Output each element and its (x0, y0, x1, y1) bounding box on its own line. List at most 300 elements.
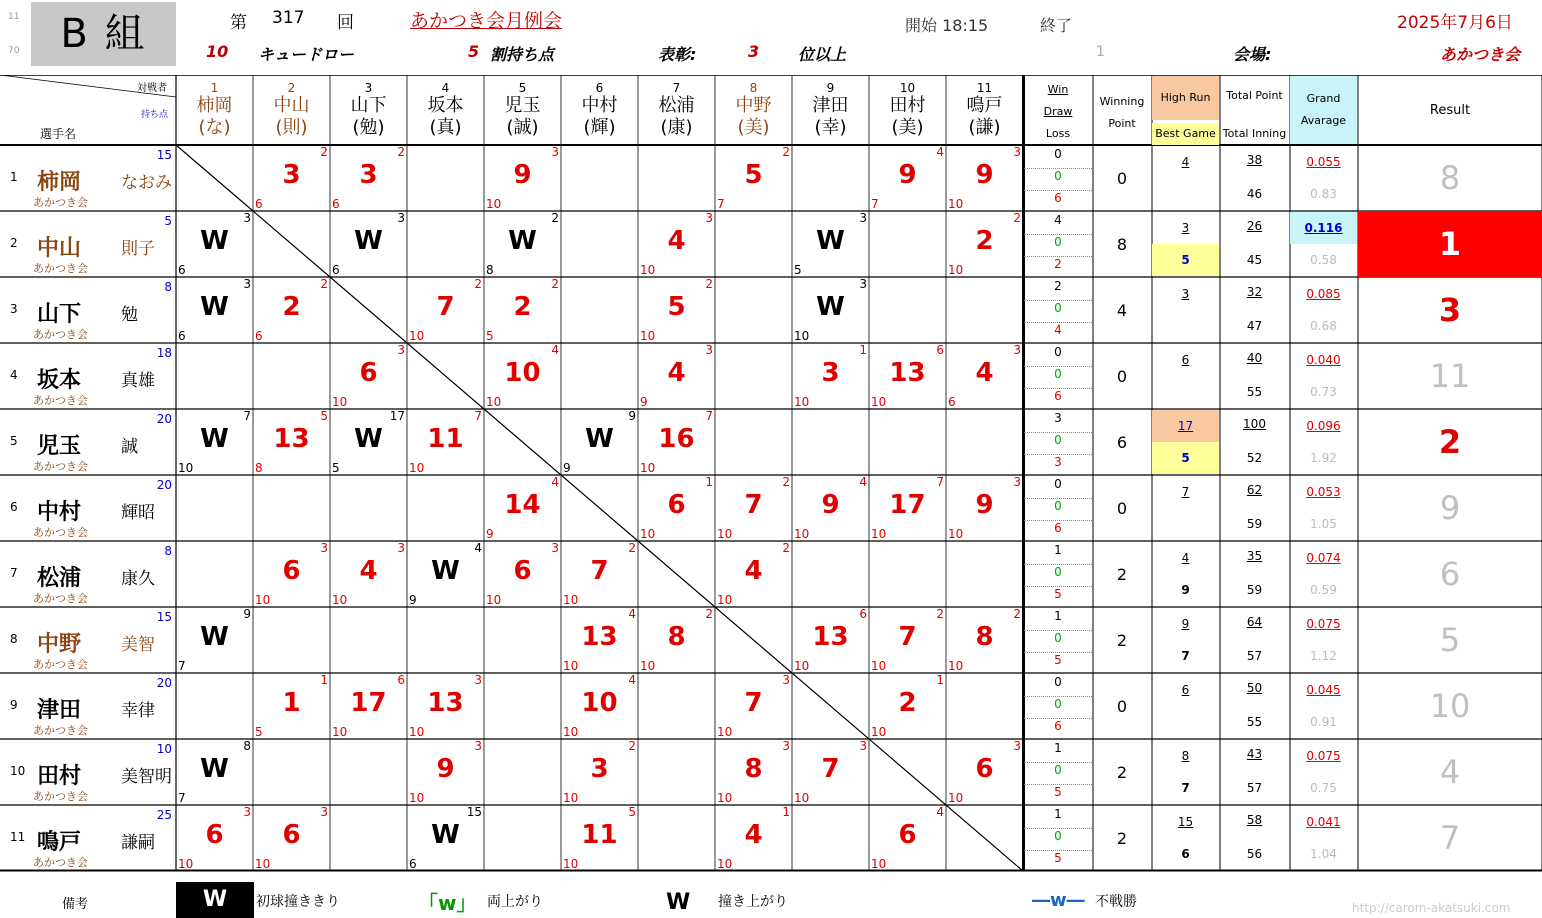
innings-in-match: 10 (563, 857, 579, 871)
high-run: 4 (1181, 551, 1190, 565)
match-score: 2 (975, 226, 994, 256)
high-run: 3 (1181, 287, 1190, 301)
cue-draw-label: キュードロー (258, 45, 355, 64)
high-run-in-match: 5 (628, 805, 636, 819)
player-club: あかつき会 (33, 460, 88, 473)
match-score: 17 (350, 688, 387, 718)
venue-name: あかつき会 (1440, 45, 1521, 64)
high-run-in-match: 3 (320, 805, 328, 819)
opponent-initial: (謙) (968, 117, 1001, 138)
match-cell (869, 673, 946, 739)
opponent-header-9 (792, 81, 869, 139)
player-club: あかつき会 (33, 526, 88, 539)
high-run-in-match: 2 (1013, 211, 1021, 225)
high-run: 3 (1181, 221, 1190, 235)
match-cell (715, 805, 792, 871)
total-inning: 57 (1246, 781, 1263, 795)
innings-in-match: 10 (871, 725, 887, 739)
player-given-name: 真雄 (121, 371, 155, 391)
innings-in-match: 10 (486, 197, 502, 211)
high-run-in-match: 3 (397, 211, 405, 225)
total-inning: 46 (1246, 187, 1263, 201)
match-score: 9 (975, 160, 994, 190)
high-run-in-match: 3 (859, 739, 867, 753)
game-average: 1.04 (1310, 847, 1337, 861)
high-run: 4 (1181, 155, 1190, 169)
point-label: Point (1108, 117, 1136, 130)
high-run-in-match: 1 (320, 673, 328, 687)
total-inning: 47 (1246, 319, 1263, 333)
match-score: 10 (504, 358, 541, 388)
match-cell (869, 145, 946, 211)
match-cell (407, 739, 484, 805)
best-game-header: Best Game (1152, 123, 1219, 145)
innings-in-match: 10 (948, 197, 964, 211)
legend-break-text: 初球撞ききり (256, 894, 340, 910)
high-run-header: High Run (1152, 76, 1219, 120)
high-run-in-match: 3 (474, 673, 482, 687)
average-label: Avarage (1300, 114, 1347, 127)
high-run-in-match: 2 (551, 277, 559, 291)
innings-in-match: 10 (409, 791, 425, 805)
innings-in-match: 10 (332, 725, 348, 739)
grand-average: 0.053 (1306, 485, 1341, 499)
match-cell (484, 541, 561, 607)
innings-in-match: 10 (717, 725, 733, 739)
final-rank: 6 (1439, 555, 1461, 593)
award-suffix: 位以上 (798, 45, 847, 64)
match-cell (715, 673, 792, 739)
wins: 1 (1024, 543, 1092, 565)
high-run-in-match: 6 (859, 607, 867, 621)
opponent-number: 3 (364, 81, 373, 95)
opponent-header-3 (330, 81, 407, 139)
draws: 0 (1024, 763, 1092, 785)
opponent-initial: (な) (198, 117, 231, 138)
grand-average: 0.055 (1306, 155, 1341, 169)
player-given-name: 則子 (121, 239, 155, 259)
winning-point: 6 (1116, 433, 1128, 452)
match-cell (407, 805, 484, 871)
innings-in-match: 10 (794, 659, 810, 673)
match-score: 6 (667, 490, 686, 520)
match-cell (561, 739, 638, 805)
legend-forfeit-mark: ―w― (1032, 890, 1085, 911)
best-game: 9 (1181, 583, 1190, 597)
innings-in-match: 6 (332, 197, 340, 211)
legend-both-text: 両上がり (487, 894, 543, 910)
opponent-number: 9 (826, 81, 835, 95)
player-number: 4 (10, 368, 18, 382)
high-run-in-match: 2 (782, 145, 790, 159)
corner-bottom: 70 (8, 46, 20, 56)
total-point: 32 (1246, 285, 1263, 299)
innings-in-match: 10 (255, 857, 271, 871)
innings-in-match: 10 (486, 593, 502, 607)
player-number: 11 (10, 830, 26, 844)
match-score: W (200, 292, 229, 322)
opponent-name: 坂本 (427, 95, 464, 116)
match-score: 9 (513, 160, 532, 190)
draws: 0 (1024, 565, 1092, 587)
total-point: 64 (1246, 615, 1263, 629)
match-score: 4 (667, 226, 686, 256)
handicap-label: 割持ち点 (490, 45, 555, 64)
match-score: 4 (744, 820, 763, 850)
opponent-number: 6 (595, 81, 604, 95)
innings-in-match: 5 (255, 725, 263, 739)
high-run-in-match: 2 (320, 145, 328, 159)
innings-in-match: 9 (640, 395, 648, 409)
handicap-num: 5 (468, 42, 480, 61)
high-run-in-match: 3 (1013, 475, 1021, 489)
player-number: 10 (10, 764, 26, 778)
innings-in-match: 10 (717, 791, 733, 805)
losses: 3 (1054, 455, 1062, 469)
match-cell (715, 541, 792, 607)
player-club: あかつき会 (33, 592, 88, 605)
innings-in-match: 10 (332, 395, 348, 409)
high-run-in-match: 1 (705, 475, 713, 489)
match-cell (330, 673, 407, 739)
match-score: 5 (744, 160, 763, 190)
player-given-name: なおみ (121, 173, 172, 193)
winning-label: Winning (1099, 95, 1145, 108)
high-run-in-match: 4 (551, 475, 559, 489)
opponent-header-10 (869, 81, 946, 139)
innings-in-match: 8 (255, 461, 263, 475)
match-score: 9 (898, 160, 917, 190)
high-run-in-match: 4 (628, 673, 636, 687)
losses: 5 (1054, 785, 1062, 799)
high-run-in-match: 2 (936, 607, 944, 621)
high-run-in-match: 3 (782, 673, 790, 687)
match-score: 11 (427, 424, 464, 454)
best-game: 7 (1181, 781, 1190, 795)
match-score: 5 (667, 292, 686, 322)
award-label: 表彰: (658, 45, 697, 64)
draws: 0 (1024, 697, 1092, 719)
match-cell (176, 607, 253, 673)
match-cell (638, 475, 715, 541)
game-average: 1.92 (1310, 451, 1337, 465)
match-cell (330, 541, 407, 607)
innings-in-match: 5 (794, 263, 802, 277)
player-surname: 津田 (37, 698, 82, 723)
final-rank: 5 (1439, 621, 1461, 659)
match-score: 7 (821, 754, 840, 784)
player-surname: 坂本 (37, 368, 82, 393)
match-cell (638, 607, 715, 673)
innings-in-match: 10 (486, 395, 502, 409)
opponent-header-5 (484, 81, 561, 139)
match-score: 8 (975, 622, 994, 652)
winning-point: 2 (1116, 631, 1128, 650)
match-cell (253, 541, 330, 607)
match-score: W (431, 556, 460, 586)
player-club: あかつき会 (33, 790, 88, 803)
wins: 0 (1024, 345, 1092, 367)
opponent-number: 2 (287, 81, 296, 95)
player-surname: 鳴戸 (37, 830, 82, 855)
match-score: 6 (975, 754, 994, 784)
innings-in-match: 10 (332, 593, 348, 607)
opponent-number: 8 (749, 81, 758, 95)
player-surname: 児玉 (37, 434, 82, 459)
high-run-in-match: 4 (859, 475, 867, 489)
wins: 0 (1024, 477, 1092, 499)
high-run-in-match: 3 (243, 211, 251, 225)
high-run-in-match: 3 (1013, 739, 1021, 753)
opponent-initial: (幸) (814, 117, 847, 138)
game-average: 0.83 (1310, 187, 1337, 201)
match-cell (407, 277, 484, 343)
opponent-initial: (則) (275, 117, 308, 138)
match-score: 3 (359, 160, 378, 190)
site-url[interactable]: http://carom-akatsuki.com (1352, 901, 1511, 915)
opponent-header-8 (715, 81, 792, 139)
innings-in-match: 10 (794, 395, 810, 409)
high-run-in-match: 2 (628, 739, 636, 753)
misc-number: 1 (1096, 44, 1105, 60)
match-cell (946, 607, 1023, 673)
opponent-name: 松浦 (658, 95, 695, 116)
grand-average: 0.045 (1306, 683, 1341, 697)
wins: 3 (1024, 411, 1092, 433)
opponent-name: 鳴戸 (966, 95, 1003, 116)
player-club: あかつき会 (33, 856, 88, 869)
game-average: 1.05 (1310, 517, 1337, 531)
draws: 0 (1024, 499, 1092, 521)
high-run-in-match: 7 (936, 475, 944, 489)
remarks-label: 備考 (62, 897, 89, 912)
opponent-number: 5 (518, 81, 527, 95)
match-score: 2 (282, 292, 301, 322)
player-club: あかつき会 (33, 658, 88, 671)
win-label: Win (1047, 83, 1069, 96)
player-number: 2 (10, 236, 18, 250)
end-label: 終了 (1040, 16, 1073, 35)
opponent-initial: (康) (660, 117, 693, 138)
match-cell (715, 145, 792, 211)
high-run-in-match: 2 (551, 211, 559, 225)
winning-point: 0 (1116, 169, 1128, 188)
match-cell (715, 739, 792, 805)
match-cell (176, 805, 253, 871)
losses: 4 (1054, 323, 1062, 337)
high-run-in-match: 2 (782, 541, 790, 555)
innings-in-match: 10 (948, 527, 964, 541)
high-run: 6 (1181, 683, 1190, 697)
match-score: 13 (812, 622, 849, 652)
kai-label: 回 (337, 13, 354, 33)
match-cell (330, 343, 407, 409)
player-number: 8 (10, 632, 18, 646)
match-cell (407, 673, 484, 739)
match-cell (561, 541, 638, 607)
final-rank: 11 (1429, 357, 1471, 395)
innings-in-match: 5 (332, 461, 340, 475)
grand-label: Grand (1306, 92, 1341, 105)
score-grid (0, 75, 1542, 873)
innings-in-match: 6 (948, 395, 956, 409)
best-game: 6 (1181, 847, 1190, 861)
high-run-in-match: 1 (859, 343, 867, 357)
innings-in-match: 7 (871, 197, 879, 211)
player-given-name: 美智明 (121, 767, 172, 787)
player-surname: 中野 (37, 632, 82, 657)
high-run-in-match: 7 (705, 409, 713, 423)
high-run-in-match: 4 (474, 541, 482, 555)
legend-finish-text: 撞き上がり (718, 894, 788, 910)
high-run-in-match: 8 (243, 739, 251, 753)
high-run: 15 (1177, 815, 1194, 829)
draws: 0 (1024, 169, 1092, 191)
match-score: 4 (975, 358, 994, 388)
total-point: 50 (1246, 681, 1263, 695)
match-cell (253, 145, 330, 211)
match-score: 2 (898, 688, 917, 718)
innings-in-match: 9 (563, 461, 571, 475)
innings-in-match: 10 (948, 659, 964, 673)
match-cell (407, 541, 484, 607)
match-cell (792, 211, 869, 277)
match-score: 16 (658, 424, 695, 454)
match-score: 6 (898, 820, 917, 850)
match-score: 7 (744, 490, 763, 520)
high-run-in-match: 2 (320, 277, 328, 291)
high-run-in-match: 2 (628, 541, 636, 555)
innings-in-match: 5 (486, 329, 494, 343)
match-cell (638, 343, 715, 409)
high-run-in-match: 3 (551, 541, 559, 555)
player-given-name: 謙嗣 (121, 833, 155, 853)
match-score: 7 (898, 622, 917, 652)
match-cell (946, 145, 1023, 211)
winning-point: 2 (1116, 763, 1128, 782)
player-given-name: 輝昭 (121, 503, 155, 523)
innings-in-match: 10 (871, 527, 887, 541)
player-surname: 山下 (37, 302, 82, 327)
high-run-in-match: 9 (243, 607, 251, 621)
high-run-in-match: 3 (320, 541, 328, 555)
best-game: 5 (1152, 442, 1219, 474)
total-point-header: Total Point (1226, 89, 1283, 102)
cue-draw-num: 10 (206, 42, 229, 61)
match-cell (792, 607, 869, 673)
game-average: 1.12 (1310, 649, 1337, 663)
innings-in-match: 6 (178, 329, 186, 343)
winning-point: 0 (1116, 499, 1128, 518)
match-score: 3 (282, 160, 301, 190)
player-club: あかつき会 (33, 262, 88, 275)
total-inning: 57 (1246, 649, 1263, 663)
player-given-name: 幸律 (121, 701, 155, 721)
game-average: 0.73 (1310, 385, 1337, 399)
draws: 0 (1024, 433, 1092, 455)
innings-in-match: 10 (409, 725, 425, 739)
result-header: Result (1429, 103, 1471, 118)
wins: 4 (1024, 213, 1092, 235)
total-point: 58 (1246, 813, 1263, 827)
player-handicap: 8 (164, 544, 172, 558)
innings-in-match: 10 (255, 593, 271, 607)
total-point: 43 (1246, 747, 1263, 761)
best-game: 7 (1181, 649, 1190, 663)
match-cell (176, 277, 253, 343)
match-score: 14 (504, 490, 541, 520)
opponent-number: 4 (441, 81, 450, 95)
match-score: W (200, 754, 229, 784)
match-cell (869, 805, 946, 871)
final-rank: 10 (1429, 687, 1471, 725)
match-score: W (585, 424, 614, 454)
match-score: 6 (205, 820, 224, 850)
opponent-number: 7 (672, 81, 681, 95)
player-surname: 松浦 (37, 566, 82, 591)
grand-average: 0.075 (1306, 749, 1341, 763)
wins: 2 (1024, 279, 1092, 301)
match-cell (253, 805, 330, 871)
player-surname: 中村 (37, 500, 82, 525)
match-cell (946, 343, 1023, 409)
opponent-number: 1 (210, 81, 219, 95)
high-run-in-match: 2 (474, 277, 482, 291)
match-score: 17 (889, 490, 926, 520)
match-score: 2 (513, 292, 532, 322)
high-run-in-match: 3 (243, 805, 251, 819)
high-run-in-match: 9 (628, 409, 636, 423)
player-club: あかつき会 (33, 724, 88, 737)
player-surname: 中山 (37, 236, 82, 261)
total-point: 40 (1246, 351, 1263, 365)
final-rank: 8 (1439, 159, 1461, 197)
high-run-in-match: 3 (859, 211, 867, 225)
innings-in-match: 9 (409, 593, 417, 607)
wins: 0 (1024, 675, 1092, 697)
opponent-number: 10 (899, 81, 916, 95)
opponent-number: 11 (976, 81, 993, 95)
high-run-in-match: 1 (936, 673, 944, 687)
match-score: 9 (975, 490, 994, 520)
game-average: 0.75 (1310, 781, 1337, 795)
match-score: 7 (436, 292, 455, 322)
player-number: 7 (10, 566, 18, 580)
match-score: 6 (282, 556, 301, 586)
innings-in-match: 6 (255, 329, 263, 343)
grand-average: 0.085 (1306, 287, 1341, 301)
opponent-header-1 (176, 81, 253, 139)
match-score: 7 (744, 688, 763, 718)
total-inning: 55 (1246, 715, 1263, 729)
match-cell (253, 277, 330, 343)
match-cell (869, 607, 946, 673)
match-score: 6 (359, 358, 378, 388)
match-cell (484, 475, 561, 541)
high-run-in-match: 3 (1013, 145, 1021, 159)
player-number: 5 (10, 434, 18, 448)
match-score: 8 (744, 754, 763, 784)
losses: 5 (1054, 851, 1062, 865)
total-point: 62 (1246, 483, 1263, 497)
match-cell (484, 277, 561, 343)
player-given-name: 誠 (121, 437, 138, 457)
innings-in-match: 10 (640, 527, 656, 541)
match-score: 3 (821, 358, 840, 388)
innings-in-match: 10 (640, 659, 656, 673)
innings-in-match: 10 (409, 329, 425, 343)
high-run-in-match: 1 (782, 805, 790, 819)
